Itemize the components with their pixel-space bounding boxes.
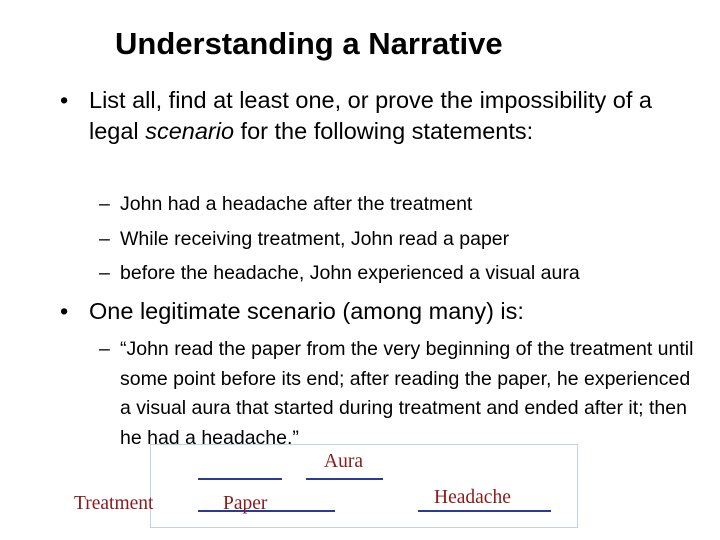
bullet-legitimate-scenario bbox=[60, 296, 690, 327]
aura-interval-line bbox=[306, 478, 383, 480]
scenario-quote-text: “John read the paper from the very beginning of the treatment until some point before its end; after reading the paper, he experienced a visual aura that started during treatment and ended after it; then he had a headache.” bbox=[120, 338, 694, 449]
treatment-label: Treatment bbox=[74, 493, 154, 514]
bullet-icon: • bbox=[60, 87, 69, 113]
sub-item-visual-aura bbox=[99, 258, 580, 289]
dash-icon: – bbox=[99, 262, 110, 284]
scenario-emphasis: scenario bbox=[145, 118, 235, 144]
scenario-quote bbox=[99, 335, 699, 453]
bullet-text: One legitimate scenario (among many) is: bbox=[89, 298, 524, 324]
sub-item-text: John had a headache after the treatment bbox=[120, 193, 473, 215]
bullet-text-start: List all, find at least one, or prove the impossibility of a legal bbox=[89, 87, 652, 144]
headache-interval-line bbox=[418, 510, 551, 512]
treatment-interval-line bbox=[198, 478, 282, 480]
slide-title: Understanding a Narrative bbox=[115, 26, 503, 61]
sub-item-read-paper bbox=[99, 224, 509, 255]
sub-item-text: before the headache, John experienced a visual aura bbox=[120, 262, 580, 284]
timeline-diagram-box bbox=[150, 444, 578, 528]
sub-item-headache-after-treatment bbox=[99, 189, 472, 220]
dash-icon: – bbox=[99, 193, 110, 215]
dash-icon: – bbox=[99, 338, 110, 360]
bullet-list-all bbox=[60, 85, 690, 147]
bullet-text bbox=[89, 85, 690, 147]
headache-label: Headache bbox=[434, 487, 511, 508]
aura-label: Aura bbox=[324, 451, 363, 472]
bullet-text-end: for the following statements: bbox=[234, 118, 534, 144]
sub-item-text: While receiving treatment, John read a paper bbox=[120, 228, 510, 250]
dash-icon: – bbox=[99, 228, 110, 250]
bullet-icon: • bbox=[60, 298, 69, 324]
paper-label: Paper bbox=[223, 493, 268, 514]
